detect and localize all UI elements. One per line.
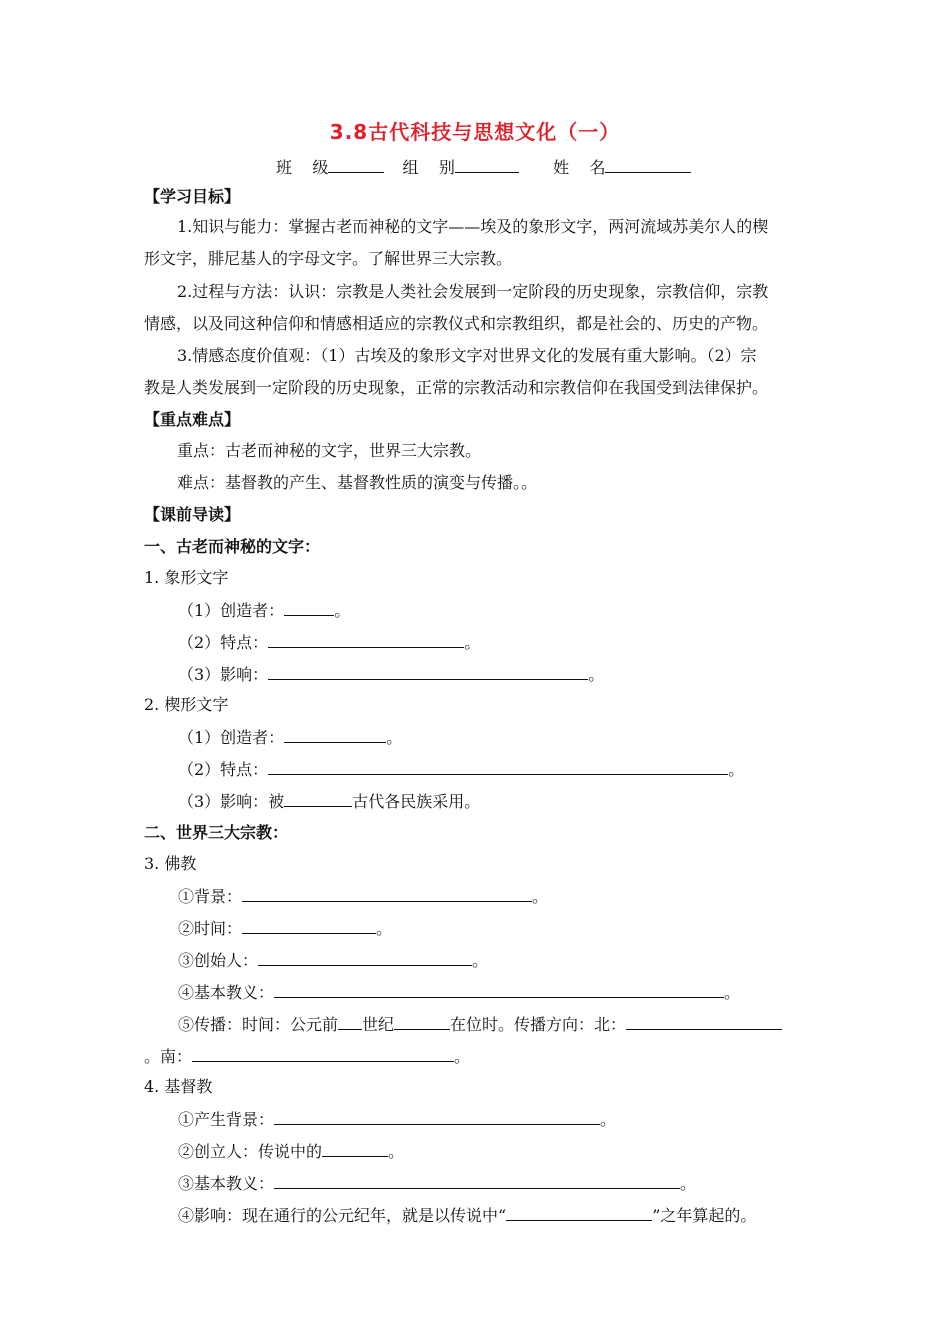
- item-1-influence: （3）影响： 。: [178, 665, 605, 684]
- spread-ruler-blank[interactable]: [394, 1013, 450, 1030]
- item-1-creator-blank[interactable]: [284, 599, 334, 616]
- item-1-creator: （1）创造者： 。: [178, 601, 351, 620]
- part-1-heading: 一、古老而神秘的文字：: [144, 537, 321, 556]
- christianity-founder-blank[interactable]: [322, 1140, 388, 1157]
- item-2-influence-blank[interactable]: [284, 790, 352, 807]
- christianity-influence-blank[interactable]: [506, 1204, 652, 1221]
- spread-north-blank[interactable]: [626, 1013, 782, 1030]
- class-blank[interactable]: [328, 156, 384, 173]
- name-blank[interactable]: [605, 156, 691, 173]
- difficult-point: 难点：基督教的产生、基督教性质的演变与传播。。: [177, 473, 538, 492]
- buddhism-founder-blank[interactable]: [258, 949, 472, 966]
- christianity-background-blank[interactable]: [274, 1108, 600, 1125]
- item-2-creator-blank[interactable]: [284, 726, 386, 743]
- buddhism-background-blank[interactable]: [242, 885, 532, 902]
- goal-1-line-a: 1.知识与能力：掌握古老而神秘的文字——埃及的象形文字，两河流域苏美尔人的楔: [177, 217, 769, 236]
- buddhism-doctrine: ④基本教义： 。: [178, 983, 741, 1002]
- buddhism-spread-south: 。南： 。: [144, 1047, 471, 1066]
- student-info-line: [276, 156, 691, 179]
- christianity-background: ①产生背景： 。: [178, 1110, 617, 1129]
- spread-century-blank[interactable]: [338, 1013, 362, 1030]
- item-1-influence-blank[interactable]: [268, 663, 588, 680]
- item-1-feature: （2）特点： 。: [178, 633, 481, 652]
- key-heading: 【重点难点】: [144, 410, 241, 429]
- item-3-title: 3. 佛教: [144, 854, 197, 873]
- christianity-founder: ②创立人：传说中的 。: [178, 1142, 405, 1161]
- goal-2-line-b: 情感，以及同这种信仰和情感相适应的宗教仪式和宗教组织，都是社会的、历史的产物。: [144, 314, 769, 333]
- goal-3-line-a: 3.情感态度价值观：（1）古埃及的象形文字对世界文化的发展有重大影响。（2）宗: [177, 346, 757, 365]
- buddhism-background: ①背景： 。: [178, 887, 549, 906]
- item-1-title: 1. 象形文字: [144, 568, 229, 587]
- preview-heading: 【课前导读】: [144, 505, 241, 524]
- goal-2-line-a: 2.过程与方法：认识：宗教是人类社会发展到一定阶段的历史现象，宗教信仰，宗教: [177, 282, 769, 301]
- name-label: 姓 名: [553, 158, 606, 177]
- item-2-feature-blank[interactable]: [268, 758, 728, 775]
- item-2-creator: （1）创造者： 。: [178, 728, 403, 747]
- goals-heading: 【学习目标】: [144, 187, 241, 206]
- buddhism-spread: ⑤传播：时间：公元前 世纪 在位时。传播方向：北：: [178, 1013, 782, 1036]
- buddhism-time: ②时间： 。: [178, 919, 393, 938]
- group-label: 组 别: [402, 158, 455, 177]
- item-1-feature-blank[interactable]: [268, 631, 464, 648]
- christianity-influence: ④影响：现在通行的公元纪年，就是以传说中“ ”之年算起的。: [178, 1206, 757, 1225]
- buddhism-founder: ③创始人： 。: [178, 951, 489, 970]
- page-title: 3.8古代科技与思想文化（一）: [329, 120, 621, 144]
- christianity-doctrine-blank[interactable]: [274, 1172, 680, 1189]
- key-point: 重点：古老而神秘的文字，世界三大宗教。: [177, 441, 482, 460]
- class-label: 班 级: [276, 158, 329, 177]
- christianity-doctrine: ③基本教义： 。: [178, 1174, 697, 1193]
- item-2-influence: （3）影响：被 古代各民族采用。: [178, 792, 481, 811]
- item-2-feature: （2）特点： 。: [178, 760, 745, 779]
- item-4-title: 4. 基督教: [144, 1077, 213, 1096]
- buddhism-time-blank[interactable]: [242, 917, 376, 934]
- buddhism-doctrine-blank[interactable]: [274, 981, 724, 998]
- goal-1-line-b: 形文字，腓尼基人的字母文字。了解世界三大宗教。: [144, 249, 513, 268]
- part-2-heading: 二、世界三大宗教：: [144, 823, 289, 842]
- item-2-title: 2. 楔形文字: [144, 695, 229, 714]
- goal-3-line-b: 教是人类发展到一定阶段的历史现象，正常的宗教活动和宗教信仰在我国受到法律保护。: [144, 378, 769, 397]
- group-blank[interactable]: [455, 156, 519, 173]
- spread-south-blank[interactable]: [192, 1045, 454, 1062]
